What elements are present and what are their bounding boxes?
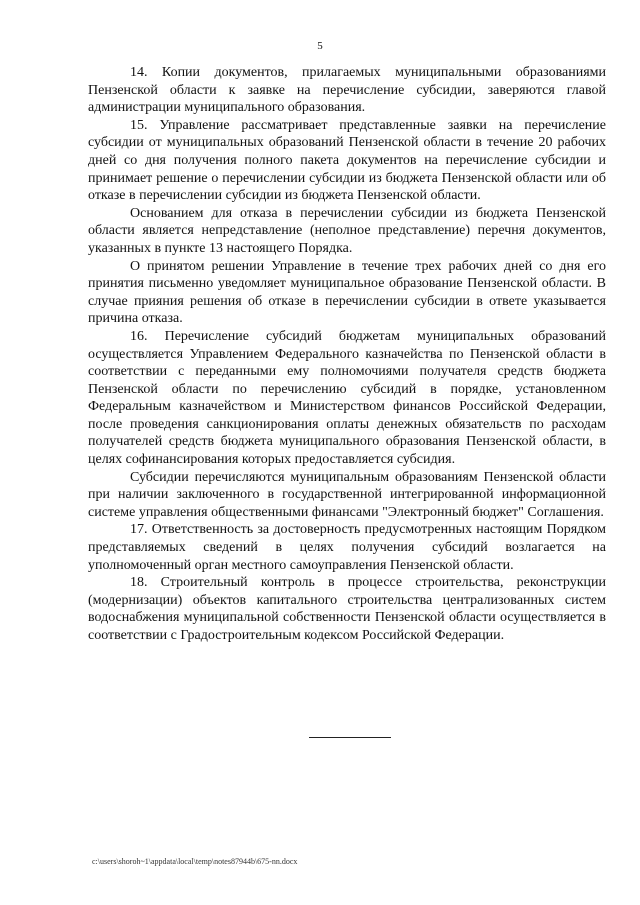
end-divider-line (309, 737, 391, 738)
paragraph-16: 16. Перечисление субсидий бюджетам муниципальных образований осуществляется Управлением Федерального казначейства по Пензенской области в соответствии с переданными ему полномочиями получателя средств бюджета Пензенской области по перечислению субсидий в порядке, установленном Федеральным казначейством и Министерством финансов Российской Федерации, после проведения санкционирования оплаты денежных обязательств по расходам получателей средств бюджета муниципального образования Пензенской области, в целях софинансирования которых предоставляется субсидия. (88, 328, 606, 468)
page-number: 5 (317, 40, 323, 52)
paragraph-18: 18. Строительный контроль в процессе строительства, реконструкции (модернизации) объектов капитального строительства централизованных систем водоснабжения муниципальной собственности Пензенской области осуществляется в соответствии с Градостроительным кодексом Российской Федерации. (88, 575, 606, 643)
paragraph-subsidy-transfer: Субсидии перечисляются муниципальным образованиям Пензенской области при наличии заключенного в государственной интегрированной информационной системе управления общественными финансами "Электронный бюджет" Соглашения. (88, 469, 606, 520)
paragraph-14: 14. Копии документов, прилагаемых муниципальными образованиями Пензенской области к заявке на перечисление субсидии, заверяются главой администрации муниципального образования. (88, 65, 606, 116)
document-body (88, 64, 606, 645)
paragraph-17: 17. Ответственность за достоверность предусмотренных настоящим Порядком представляемых сведений в целях получения субсидий возлагается на уполномоченный орган местного самоуправления Пензенской области. (88, 522, 606, 573)
paragraph-decision-notice: О принятом решении Управление в течение трех рабочих дней со дня его принятия письменно уведомляет муниципальное образование Пензенской области. В случае прияния решения об отказе в перечислении субсидии в ответе указывается причина отказа. (88, 258, 606, 327)
footer-file-path: c:\users\shoroh~1\appdata\local\temp\notes87944b\675-nn.docx (92, 857, 298, 866)
paragraph-15: 15. Управление рассматривает представленные заявки на перечисление субсидии от муниципальных образований Пензенской области в течение 20 рабочих дней со дня получения полного пакета документов на перечисление субсидии и принимает решение о перечислении субсидии из бюджета Пензенской области или об отказе в перечислении субсидии из бюджета Пензенской области. (88, 117, 606, 204)
paragraph-refusal-grounds: Основанием для отказа в перечислении субсидии из бюджета Пензенской области является непредставление (неполное представление) перечня документов, указанных в пункте 13 настоящего Порядка. (88, 205, 606, 256)
